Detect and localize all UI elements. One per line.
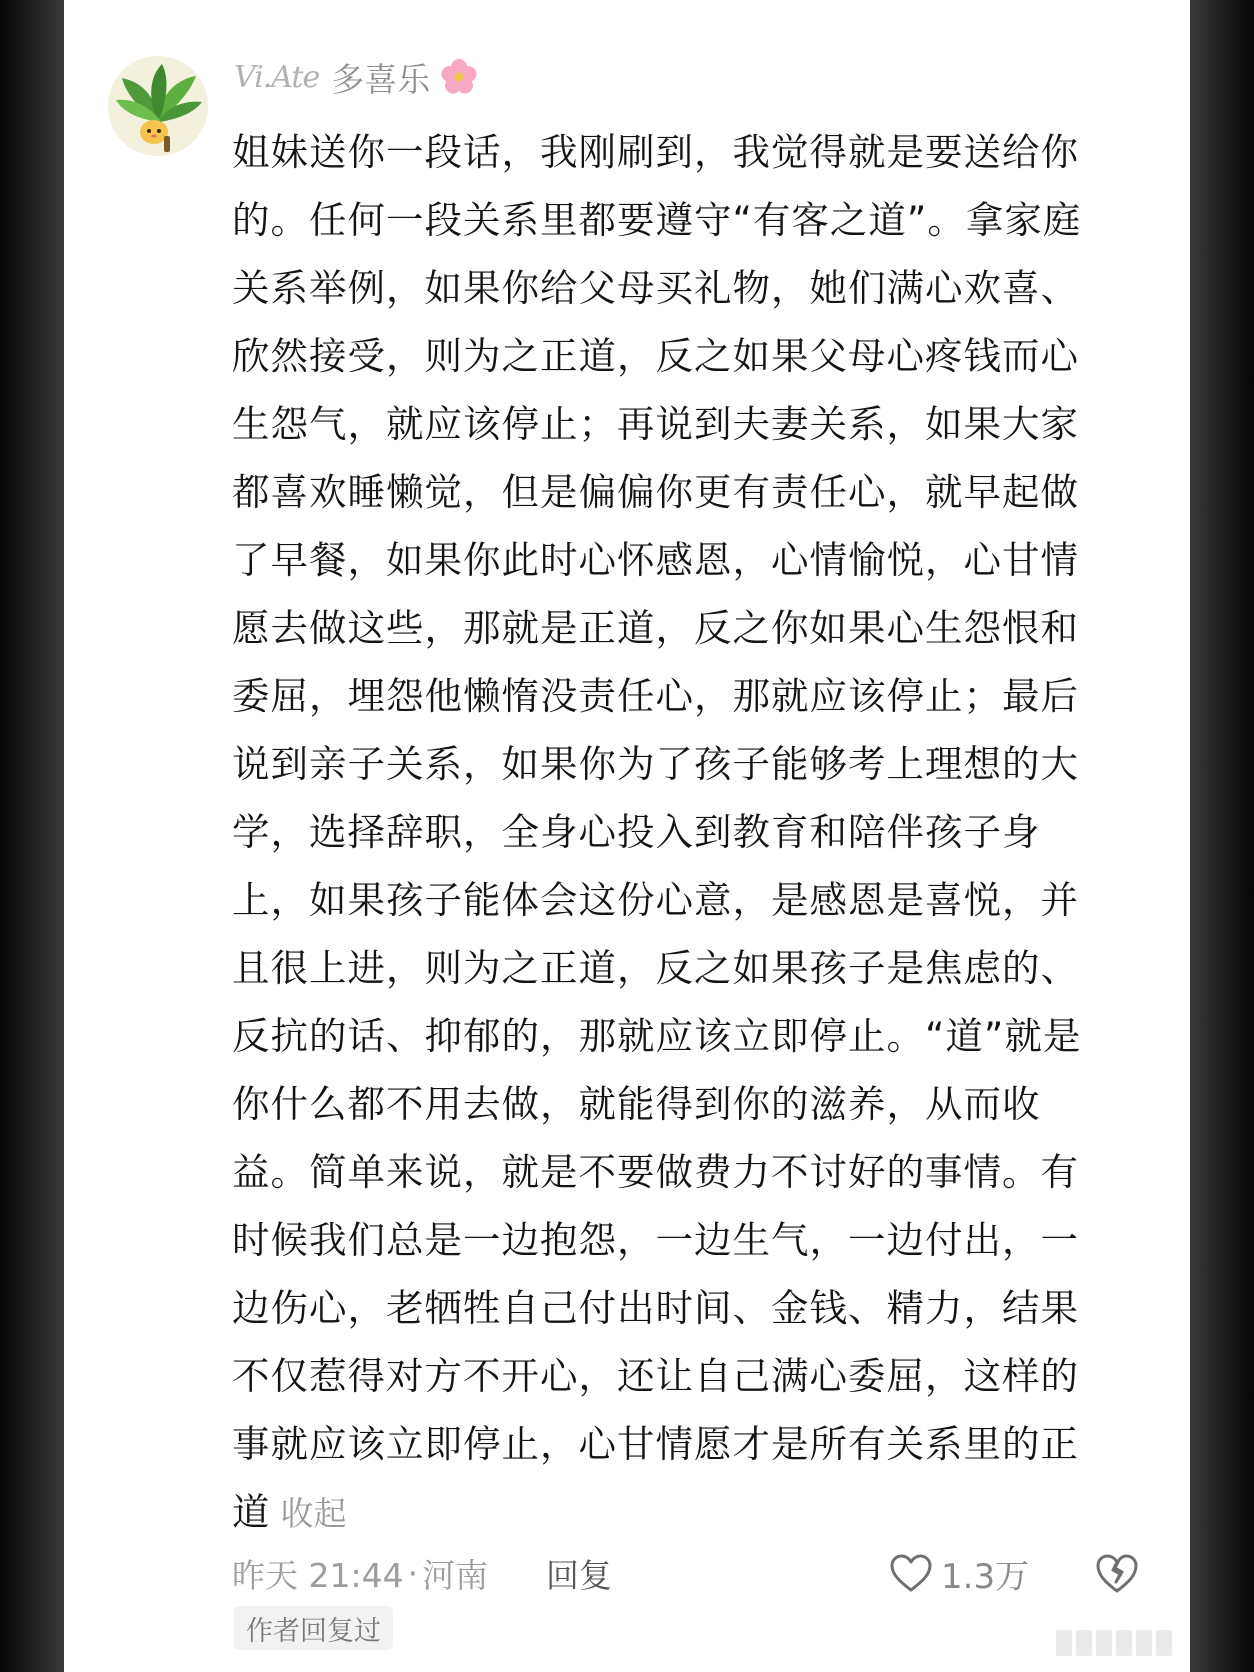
comment-line: 关系举例，如果你给父母买礼物，她们满心欢喜、 [232,266,1079,310]
dislike-button[interactable] [1094,1550,1140,1596]
comment-body [232,118,1162,1548]
comment-line: 姐妹送你一段话，我刚刷到，我觉得就是要送给你 [232,130,1079,174]
flower-icon [438,56,480,98]
username-signature: Vi.Ate [234,59,320,95]
comment-line: 说到亲子关系，如果你为了孩子能够考上理想的大 [232,742,1079,786]
comment-line: 不仅惹得对方不开心，还让自己满心委屈，这样的 [232,1354,1079,1398]
comment-line: 你什么都不用去做，就能得到你的滋养，从而收 [232,1082,1041,1126]
comment-line-text: 道 [232,1490,271,1534]
username-text: 多喜乐 [331,59,431,99]
plant-avatar-icon [108,56,208,156]
comment-line: 事就应该立即停止，心甘情愿才是所有关系里的正 [232,1422,1079,1466]
comment-line: 欣然接受，则为之正道，反之如果父母心疼钱而心 [232,334,1079,378]
avatar[interactable] [108,56,208,156]
comment-line: 益。简单来说，就是不要做费力不讨好的事情。有 [232,1150,1079,1194]
comment-line: 边伤心，老牺牲自己付出时间、金钱、精力，结果 [232,1286,1079,1330]
screen-edge-right [1190,0,1254,1672]
location: 河南 [422,1555,489,1595]
comment-line: 反抗的话、抑郁的，那就应该立即停止。“道”就是 [232,1014,1082,1058]
comment-line: 委屈，埋怨他懒惰没责任心，那就应该停止；最后 [232,674,1079,718]
author-replied-badge: 作者回复过 [234,1606,393,1650]
comment-line: 了早餐，如果你此时心怀感恩，心情愉悦，心甘情 [232,538,1079,582]
comment-line: 愿去做这些，那就是正道，反之你如果心生怨恨和 [232,606,1079,650]
like-button[interactable] [889,1546,1029,1600]
comment-line: 的。任何一段关系里都要遵守“有客之道”。拿家庭 [232,198,1082,242]
comment-line: 生怨气，就应该停止；再说到夫妻关系，如果大家 [232,402,1079,446]
reply-button[interactable]: 回复 [546,1555,612,1595]
username[interactable] [234,52,480,102]
collapse-button[interactable]: 收起 [280,1494,347,1533]
comment-line: 学，选择辞职，全身心投入到教育和陪伴孩子身 [232,810,1041,854]
comment-card [64,0,1190,1672]
comment-line: 都喜欢睡懒觉，但是偏偏你更有责任心，就早起做 [232,470,1079,514]
meta-separator: · [407,1553,419,1593]
heart-icon [889,1553,933,1593]
comment-line: 时候我们总是一边抱怨，一边生气，一边付出，一 [232,1218,1079,1262]
like-count: 1.3万 [941,1556,1030,1597]
screen-edge-left [0,0,64,1672]
comment-line: 上，如果孩子能体会这份心意，是感恩是喜悦，并 [232,878,1079,922]
broken-heart-icon [1094,1550,1140,1596]
comment-line: 且很上进，则为之正道，反之如果孩子是焦虑的、 [232,946,1079,990]
comment-line-last [232,1478,1162,1548]
timestamp: 昨天 21:44 [232,1555,404,1595]
comment-meta [232,1548,488,1598]
watermark [1056,1630,1172,1660]
